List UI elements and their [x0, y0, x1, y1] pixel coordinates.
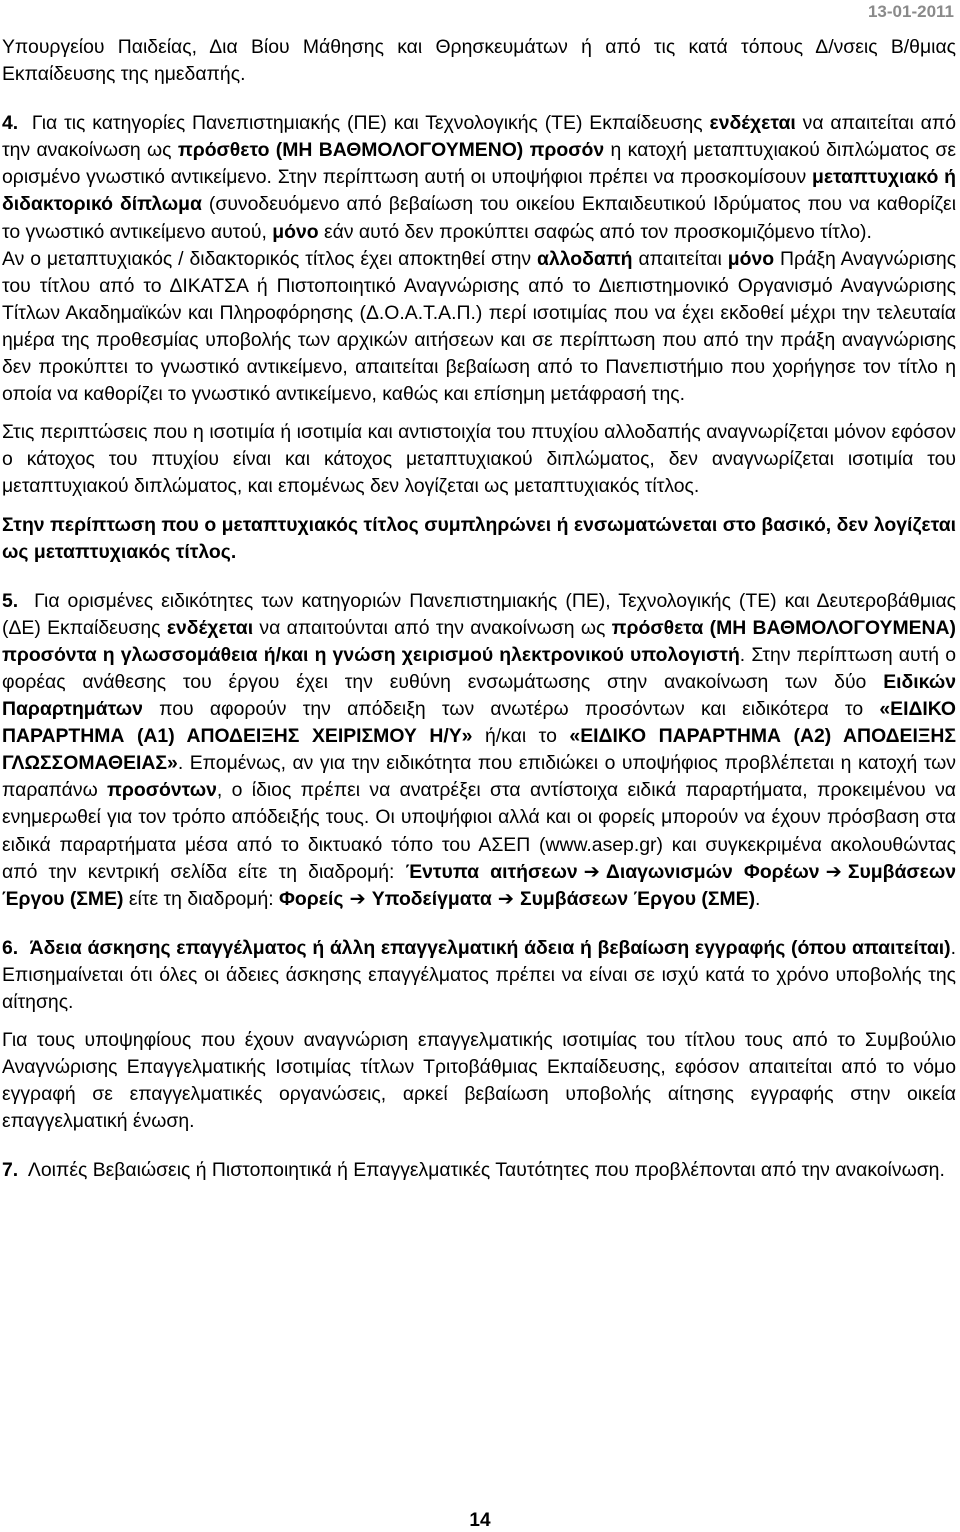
- item-7-text: Λοιπές Βεβαιώσεις ή Πιστοποιητικά ή Επαγγελματικές Ταυτότητες που προβλέπονται από την ανακοίνωση.: [27, 1159, 945, 1182]
- document-body: [2, 34, 956, 1185]
- item-4-text-e: η κατοχή μεταπτυχιακού διπλώματος σε ορισμένο γνωστικό αντικείμενο. Στην περίπτωση αυτή οι υποψήφιοι πρέπει να προσκομίσουν: [2, 139, 956, 189]
- item-5-text-a: Για ορισμένες ειδικότητες των κατηγοριών Πανεπιστημιακής (ΠΕ), Τεχνολογικής (ΤΕ) και Δευτεροβάθμιας (ΔΕ) Εκπαίδευσης: [2, 589, 956, 639]
- item-5-path-1-mid: Διαγωνισμών Φορέων: [605, 860, 820, 883]
- item-4-paragraph-2: [2, 246, 956, 409]
- item-4-text-f: μεταπτυχιακό ή διδακτορικό δίπλωμα: [2, 166, 956, 216]
- arrow-right-icon: ➔: [497, 887, 514, 910]
- item-5-path-1-start: Έντυπα αιτήσεων: [405, 860, 578, 883]
- item-4-text-b: ενδέχεται: [709, 112, 796, 135]
- item-4-text-c: να απαιτείται από την ανακοίνωση ως: [2, 112, 956, 162]
- item-4-p2-a: Αν ο μεταπτυχιακός / διδακτορικός τίτλος έχει αποκτηθεί στην: [2, 247, 532, 270]
- item-5-paragraph: [2, 588, 956, 913]
- item-5-number: 5.: [2, 589, 19, 612]
- arrow-right-icon: ➔: [349, 887, 366, 910]
- item-5-text-m: , ο ίδιος πρέπει να ανατρέξει στα αντίστοιχα ειδικά παραρτήματα, προκειμένου να ενημερωθεί για τον τρόπο απόδειξής τους. Οι υποψήφιοι αλλά και οι φορείς μπορούν να έχουν πρόσβαση στα ειδικά παραρτήματα μέσα από το δικτυακό τόπο του ΑΣΕΠ (www.asep.gr) και συγκεκριμένα ακολουθώντας από την κεντρική σελίδα είτε τη διαδρομή:: [2, 779, 956, 883]
- item-4-p2-c: απαιτείται: [638, 247, 722, 270]
- item-6-paragraph-1: [2, 935, 956, 1016]
- item-4-p2-d: μόνο: [727, 247, 775, 270]
- item-4-paragraph-1: [2, 110, 956, 245]
- item-4-text-g: (συνοδευόμενο από βεβαίωση του οικείου Εκπαιδευτικού Ιδρύματος που να καθορίζει το γνωστικό αντικείμενο αυτού,: [2, 193, 956, 243]
- arrow-right-icon: ➔: [583, 860, 600, 883]
- item-4-text-d: πρόσθετο (ΜΗ ΒΑΘΜΟΛΟΓΟΥΜΕΝΟ) προσόν: [177, 139, 605, 162]
- item-4-paragraph-4: [2, 512, 956, 566]
- arrow-right-icon: ➔: [825, 860, 842, 883]
- item-4-text-a: Για τις κατηγορίες Πανεπιστημιακής (ΠΕ) και Τεχνολογικής (ΤΕ) Εκπαίδευσης: [31, 112, 703, 135]
- item-4-text-h: μόνο: [272, 220, 319, 243]
- item-7-number: 7.: [2, 1159, 19, 1182]
- item-5-text-i: ή/και το: [485, 725, 557, 748]
- item-4-paragraph-3: Στις περιπτώσεις που η ισοτιμία ή ισοτιμία και αντιστοιχία του πτυχίου αλλοδαπής αναγνωρίζεται μόνον εφόσον ο κάτοχος του πτυχίου είναι και κάτοχος μεταπτυχιακού διπλώματος, δεν αναγνωρίζεται ισοτιμία του μεταπτυχιακού διπλώματος, και επομένως δεν λογίζεται ως μεταπτυχιακός τίτλος.: [2, 421, 956, 498]
- item-5-path-2-mid: Υποδείγματα: [371, 887, 492, 910]
- item-5-path-2-end: Συμβάσεων Έργου (ΣΜΕ): [520, 887, 756, 910]
- item-5-text-c: να απαιτούνται από την ανακοίνωση ως: [259, 616, 606, 639]
- item-5-path-2-start: Φορείς: [279, 887, 344, 910]
- item-6-paragraph-2: Για τους υποψηφίους που έχουν αναγνώριση επαγγελματικής ισοτιμίας του τίτλου τους από το Συμβούλιο Αναγνώρισης Επαγγελματικής Ισοτιμίας τίτλων Τριτοβάθμιας Εκπαίδευσης, εφόσον απαιτείται από το νόμο εγγραφή σε επαγγελματικές οργανώσεις, αρκεί βεβαίωση υποβολής αίτησης εγγραφής στην οικεία επαγγελματική ένωση.: [2, 1029, 956, 1133]
- item-6-title: Άδεια άσκησης επαγγέλματος ή άλλη επαγγελματική άδεια ή βεβαίωση εγγραφής (όπου απαιτείται): [29, 936, 951, 959]
- item-5-text-f: Ειδικών Παραρτημάτων: [2, 670, 957, 721]
- item-5-text-h: «ΕΙΔΙΚΟ ΠΑΡΑΡΤΗΜΑ (Α1) ΑΠΟΔΕΙΞΗΣ ΧΕΙΡΙΣΜΟΥ Η/Υ»: [2, 698, 956, 748]
- item-5-text-e: . Στην περίπτωση αυτή ο φορέας ανάθεσης του έργου έχει την ευθύνη ενσωμάτωσης στην ανακοίνωση των δύο: [2, 643, 956, 693]
- item-5-text-d: πρόσθετα (ΜΗ ΒΑΘΜΟΛΟΓΟΥΜΕΝΑ) προσόντα η γλωσσομάθεια ή/και η γνώση χειρισμού ηλεκτρονικού υπολογιστή: [2, 616, 956, 666]
- item-5-text-j: «ΕΙΔΙΚΟ ΠΑΡΑΡΤΗΜΑ (Α2) ΑΠΟΔΕΙΞΗΣ ΓΛΩΣΣΟΜΑΘΕΙΑΣ»: [2, 725, 957, 775]
- item-4-number: 4.: [2, 112, 19, 135]
- item-5-text-l: προσόντων: [107, 779, 217, 802]
- item-5-path-1-end: Συμβάσεων Έργου (ΣΜΕ): [2, 860, 957, 910]
- header-date: 13-01-2011: [867, 2, 954, 21]
- item-6-number: 6.: [2, 936, 19, 959]
- item-5-text-b: ενδέχεται: [166, 616, 254, 639]
- item-6-text-b: . Επισημαίνεται ότι όλες οι άδειες άσκησης επαγγέλματος πρέπει να είναι σε ισχύ κατά το χρόνο υποβολής της αίτησης.: [2, 936, 956, 1013]
- item-4-p4-bold: Στην περίπτωση που ο μεταπτυχιακός τίτλος συμπληρώνει ή ενσωματώνεται στο βασικό, δεν λογίζεται ως μεταπτυχιακός τίτλος.: [2, 513, 956, 563]
- item-7-paragraph: [2, 1157, 956, 1184]
- item-5-text-g: που αφορούν την απόδειξη των ανωτέρω προσόντων και ειδικότερα το: [159, 698, 864, 721]
- page-number: 14: [469, 1510, 491, 1531]
- item-5-text-u: .: [755, 887, 761, 910]
- item-4-p2-e: Πράξη Αναγνώρισης του τίτλου από το ΔΙΚΑΤΣΑ ή Πιστοποιητικό Αναγνώρισης από το Διεπιστημονικό Οργανισμό Αναγνώρισης Τίτλων Ακαδημαϊκών και Πληροφόρησης (Δ.Ο.Α.Τ.Α.Π.) περί ισοτιμίας που να έχει εκδοθεί μέχρι την τελευταία ημέρα της προθεσμίας υποβολής των αρχικών αιτήσεων και σε περίπτωση που από την πράξη αναγνώρισης δεν προκύπτει το γνωστικό αντικείμενο, απαιτείται βεβαίωση από το Πανεπιστήμιο που χορήγησε τον τίτλο η οποία να καθορίζει το γνωστικό αντικείμενο, καθώς και επίσημη μετάφρασή της.: [2, 247, 957, 406]
- item-5-text-k: . Επομένως, αν για την ειδικότητα που επιδιώκει ο υποψήφιος προβλέπεται η κατοχή των παραπάνω: [2, 752, 956, 802]
- item-4-text-i: εάν αυτό δεν προκύπτει σαφώς από τον προσκομιζόμενο τίτλο).: [323, 220, 872, 243]
- intro-paragraph: Υπουργείου Παιδείας, Δια Βίου Μάθησης και Θρησκευμάτων ή από τις κατά τόπους Δ/νσεις Β/θμιας Εκπαίδευσης της ημεδαπής.: [2, 36, 956, 86]
- item-5-text-q: είτε τη διαδρομή:: [128, 887, 274, 910]
- item-4-p2-b: αλλοδαπή: [537, 247, 633, 270]
